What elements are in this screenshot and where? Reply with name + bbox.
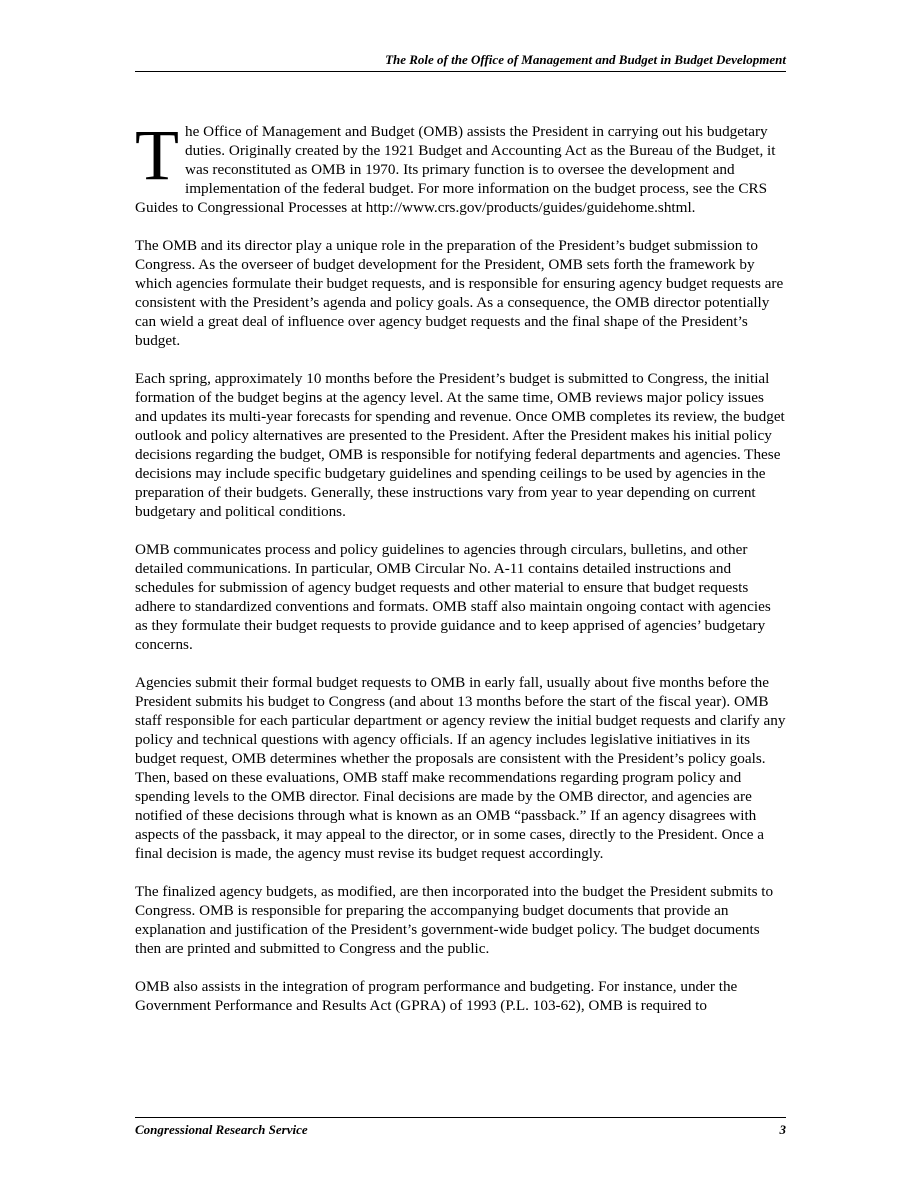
paragraph-2: The OMB and its director play a unique role in the preparation of the President’s budget submission to Congress. As the overseer of budget development for the President, OMB sets forth the framework by which agencies formulate their budget requests, and is responsible for ensuring agency budget requests are consistent with the President’s agenda and policy goals. As a consequence, the OMB director potentially can wield a great deal of influence over agency budget requests and the final shape of the President’s budget. — [135, 237, 784, 349]
page-number: 3 — [779, 1122, 786, 1137]
footer-publisher: Congressional Research Service — [135, 1122, 308, 1137]
paragraph-5: Agencies submit their formal budget requests to OMB in early fall, usually about five months before the President submits his budget to Congress (and about 13 months before the start of the fiscal year). OMB staff responsible for each particular department or agency review the initial budget requests and clarify any policy and technical questions with agency officials. If an agency includes legislative initiatives in its budget request, OMB determines whether the proposals are consistent with the President’s policy goals. Then, based on these evaluations, OMB staff make recommendations regarding program policy and spending levels to the OMB director. Final decisions are made by the OMB director, and agencies are notified of these decisions through what is known as an OMB “passback.” If an agency disagrees with aspects of the passback, it may appeal to the director, or in some cases, directly to the President. Once a final decision is made, the agency must revise its budget request accordingly. — [135, 674, 786, 862]
paragraph-1 — [135, 115, 786, 217]
body-text — [135, 115, 786, 1034]
page-footer — [135, 1117, 786, 1138]
paragraph-3: Each spring, approximately 10 months before the President’s budget is submitted to Congress, the initial formation of the budget begins at the agency level. At the same time, OMB reviews major policy issues and updates its multi-year forecasts for spending and revenue. Once OMB completes its review, the budget outlook and policy alternatives are presented to the President. After the President makes his initial policy decisions regarding the budget, OMB is responsible for notifying federal departments and agencies. These decisions may include specific budgetary guidelines and spending ceilings to be used by agencies in the preparation of their budgets. Generally, these instructions vary from year to year depending on current budgetary and political conditions. — [135, 370, 785, 520]
running-header — [135, 52, 786, 72]
drop-cap: T — [135, 115, 179, 195]
paragraph-4: OMB communicates process and policy guidelines to agencies through circulars, bulletins, and other detailed communications. In particular, OMB Circular No. A-11 contains detailed instructions and schedules for submission of agency budget requests and other material to ensure that budget requests adhere to standardized conventions and formats. OMB staff also maintain ongoing contact with agencies as they formulate their budget requests to provide guidance and to keep apprised of agencies’ budgetary concerns. — [135, 541, 771, 653]
paragraph-6: The finalized agency budgets, as modified, are then incorporated into the budget the President submits to Congress. OMB is responsible for preparing the accompanying budget documents that provide an explanation and justification of the President’s government-wide budget policy. The budget documents then are printed and submitted to Congress and the public. — [135, 883, 774, 957]
paragraph-1-text: he Office of Management and Budget (OMB) assists the President in carrying out his budgetary duties. Originally created by the 1921 Budget and Accounting Act as the Bureau of the Budget, it was reconstituted as OMB in 1970. Its primary function is to oversee the development and implementation of the federal budget. For more information on the budget process, see the CRS Guides to Congressional Processes at http://www.crs.gov/products/guides/guidehome.shtml. — [135, 123, 776, 216]
running-title: The Role of the Office of Management and Budget in Budget Development — [385, 52, 786, 67]
paragraph-7: OMB also assists in the integration of program performance and budgeting. For instance, under the Government Performance and Results Act (GPRA) of 1993 (P.L. 103-62), OMB is required to — [135, 978, 738, 1014]
